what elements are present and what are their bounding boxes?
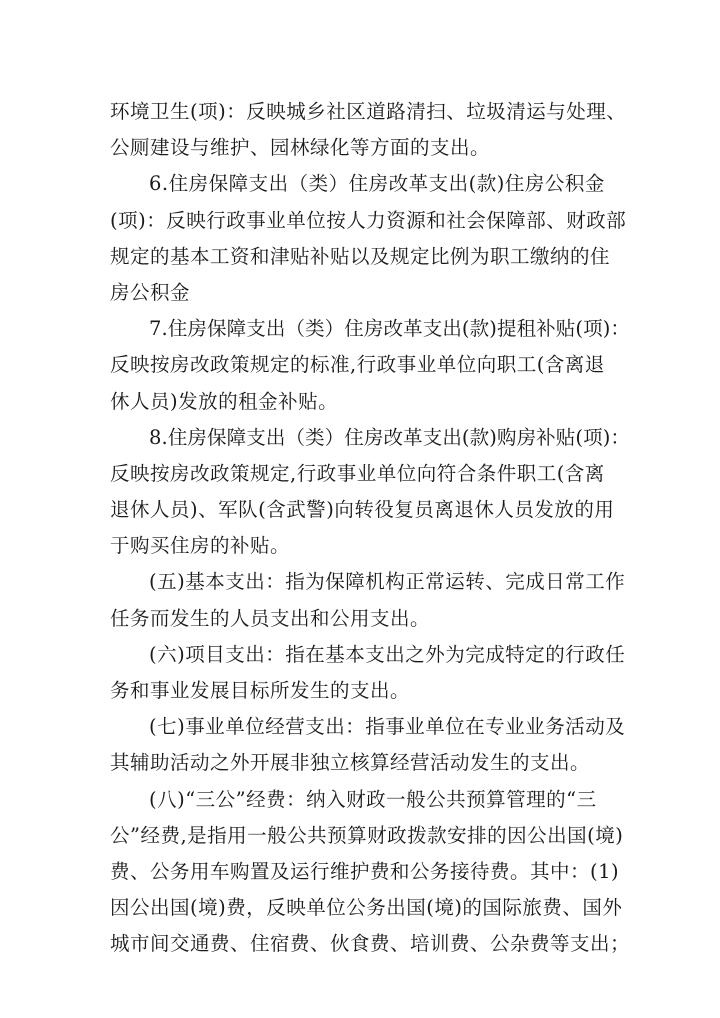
text-line: 其辅助活动之外开展非独立核算经营活动发生的支出。 xyxy=(110,751,591,775)
text-line: 公”经费,是指用一般公共预算财政拨款安排的因公出国(境) xyxy=(110,823,624,847)
text-line: 退休人员)、军队(含武警)向转役复员离退休人员发放的用 xyxy=(110,498,615,522)
text-line: 环境卫生(项)：反映城乡社区道路清扫、垃圾清运与处理、 xyxy=(110,100,627,123)
text-line: 休人员)发放的租金补贴。 xyxy=(110,389,339,413)
text-line: (七)事业单位经营支出：指事业单位在专业业务活动及 xyxy=(149,715,626,739)
text-line: 规定的基本工资和津贴补贴以及规定比例为职工缴纳的住 xyxy=(110,244,611,268)
text-line: 8.住房保障支出（类）住房改革支出(款)购房补贴(项)： xyxy=(149,425,631,449)
text-line: 任务而发生的人员支出和公用支出。 xyxy=(110,606,431,630)
text-line: 反映按房改政策规定,行政事业单位向符合条件职工(含离 xyxy=(110,461,605,485)
text-line: 7.住房保障支出（类）住房改革支出(款)提租补贴(项)： xyxy=(149,317,631,341)
text-line: 房公积金 xyxy=(110,280,191,304)
body-text xyxy=(110,94,630,963)
text-line: 务和事业发展目标所发生的支出。 xyxy=(110,679,411,702)
text-line: 城市间交通费、住宿费、伙食费、培训费、公杂费等支出； xyxy=(110,932,631,956)
text-line: 费、公务用车购置及运行维护费和公务接待费。其中：(1) xyxy=(110,859,620,883)
text-line: (八)“三公”经费：纳入财政一般公共预算管理的“三 xyxy=(149,787,597,811)
text-line: 因公出国(境)费，反映单位公务出国(境)的国际旅费、国外 xyxy=(110,896,623,920)
text-line: 6.住房保障支出（类）住房改革支出(款)住房公积金 xyxy=(149,172,605,196)
text-line: 公厕建设与维护、园林绿化等方面的支出。 xyxy=(110,136,491,160)
text-line: 于购买住房的补贴。 xyxy=(110,534,291,558)
text-line: 反映按房改政策规定的标准,行政事业单位向职工(含离退 xyxy=(110,353,605,377)
text-line: (六)项目支出：指在基本支出之外为完成特定的行政任 xyxy=(149,642,626,666)
text-line: (项)：反映行政事业单位按人力资源和社会保障部、财政部 xyxy=(110,208,627,232)
text-line: (五)基本支出：指为保障机构正常运转、完成日常工作 xyxy=(149,570,626,594)
